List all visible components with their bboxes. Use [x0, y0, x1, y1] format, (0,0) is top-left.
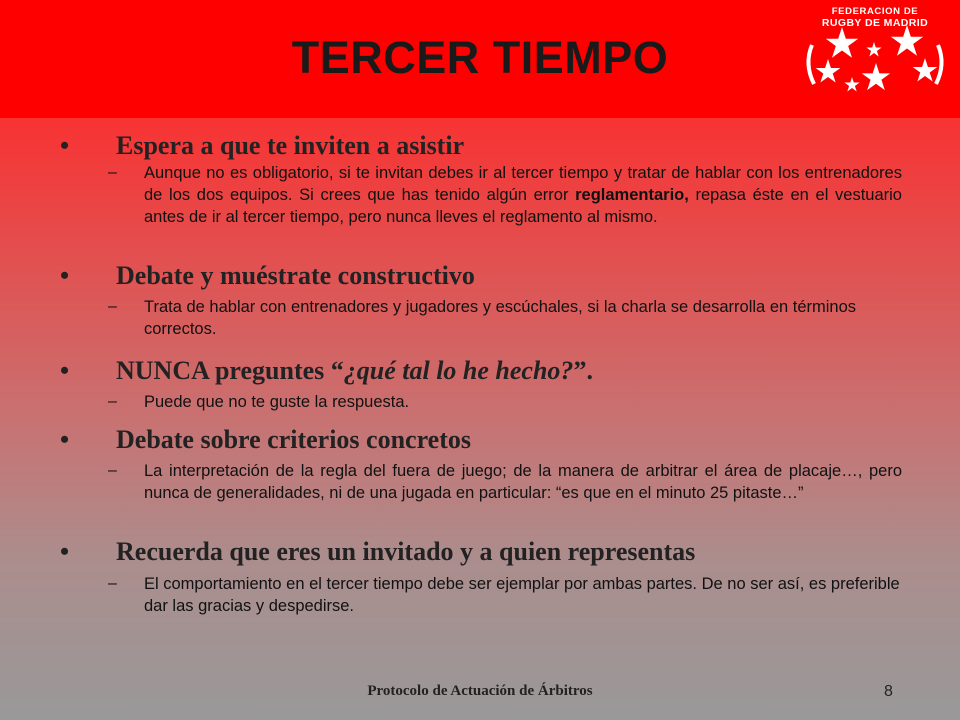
- footer-title: Protocolo de Actuación de Árbitros: [367, 683, 593, 699]
- dash-icon: –: [108, 164, 117, 181]
- section-heading: Espera a que te inviten a asistir: [116, 131, 465, 160]
- section-text: Puede que no te guste la respuesta.: [144, 393, 410, 411]
- section-text-part: repasa éste en el vestuario antes de ir al tercer tiempo, pero nunca lleves el reglamento al mismo.: [144, 186, 902, 226]
- section-heading: Debate y muéstrate constructivo: [116, 261, 475, 290]
- section-heading: [116, 356, 593, 386]
- page-number: 8: [884, 683, 893, 700]
- bullet-icon: •: [60, 131, 70, 160]
- dash-icon: –: [108, 298, 117, 315]
- section-text-part: Aunque no es obligatorio, si te invitan debes ir al tercer tiempo y tratar de hablar con los entrenadores de los dos equipos. Si crees que has tenido algún error: [144, 164, 902, 204]
- dash-icon: –: [108, 393, 117, 410]
- section-text: [144, 162, 902, 228]
- logo-text-line2: RUGBY DE MADRID: [821, 17, 929, 29]
- section-text: La interpretación de la regla del fuera de juego; de la manera de arbitrar el área de placaje…, pero nunca de generalidades, ni de una jugada en particular: “es que en el minuto 25 pitaste…”: [144, 462, 902, 502]
- heading-italic: ¿qué tal lo he hecho?: [343, 356, 574, 385]
- heading-part: NUNCA preguntes “: [116, 356, 344, 385]
- section-text: Trata de hablar con entrenadores y jugadores y escúchales, si la charla se desarrolla en términos correctos.: [144, 298, 857, 338]
- bullet-icon: •: [60, 356, 70, 385]
- slide-title: TERCER TIEMPO: [291, 32, 669, 83]
- section-heading: Recuerda que eres un invitado y a quien representas: [116, 537, 696, 566]
- dash-icon: –: [108, 575, 117, 592]
- bullet-icon: •: [60, 261, 70, 290]
- dash-icon: –: [108, 462, 117, 479]
- bullet-icon: •: [60, 425, 70, 454]
- logo-text-line1: FEDERACION DE: [831, 6, 919, 17]
- section-text: El comportamiento en el tercer tiempo debe ser ejemplar por ambas partes. De no ser así, es preferible dar las gracias y despedirse.: [144, 575, 900, 615]
- heading-part: ”.: [573, 356, 593, 385]
- section-heading: Debate sobre criterios concretos: [116, 425, 471, 454]
- bullet-icon: •: [60, 537, 70, 566]
- section-text-bold: reglamentario,: [575, 186, 689, 204]
